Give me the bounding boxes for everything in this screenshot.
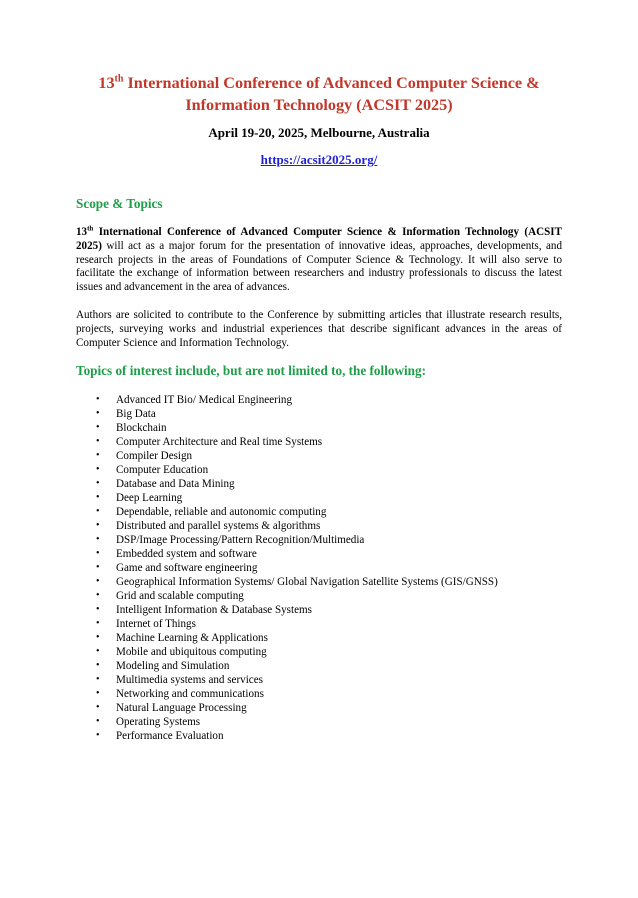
list-item — [96, 393, 562, 407]
list-item — [96, 407, 562, 421]
bullet-icon: • — [96, 408, 100, 420]
title-ordinal-suffix: th — [114, 73, 124, 85]
topic-label: Dependable, reliable and autonomic computing — [116, 506, 327, 519]
topic-label: Machine Learning & Applications — [116, 632, 268, 645]
topic-label: Deep Learning — [116, 492, 183, 505]
list-item — [96, 631, 562, 645]
bullet-icon: • — [96, 534, 100, 546]
scope-paragraph-2: Authors are solicited to contribute to the Conference by submitting articles that illustrate research results, projects, surveying works and industrial experiences that describe significant advances in the areas of Computer Science and Information Technology. — [76, 308, 562, 349]
bullet-icon: • — [96, 548, 100, 560]
list-item — [96, 449, 562, 463]
bullet-icon: • — [96, 562, 100, 574]
list-item — [96, 505, 562, 519]
bullet-icon: • — [96, 450, 100, 462]
list-item — [96, 575, 562, 589]
bullet-icon: • — [96, 590, 100, 602]
bullet-icon: • — [96, 478, 100, 490]
scope-p1-bold-text: International Conference of Advanced Computer Science & Information Technology (ACSIT 2025) — [76, 226, 562, 252]
bullet-icon: • — [96, 394, 100, 406]
bullet-icon: • — [96, 646, 100, 658]
topic-label: Big Data — [116, 408, 156, 421]
list-item — [96, 491, 562, 505]
topic-label: Advanced IT Bio/ Medical Engineering — [116, 394, 293, 407]
topic-label: Mobile and ubiquitous computing — [116, 646, 267, 659]
list-item — [96, 477, 562, 491]
topic-label: Game and software engineering — [116, 562, 258, 575]
url-line — [76, 152, 562, 168]
bullet-icon: • — [96, 674, 100, 686]
list-item — [96, 589, 562, 603]
list-item — [96, 617, 562, 631]
document-page — [0, 72, 638, 898]
bullet-icon: • — [96, 520, 100, 532]
list-item — [96, 463, 562, 477]
date-location: April 19-20, 2025, Melbourne, Australia — [208, 125, 430, 140]
bullet-icon: • — [96, 730, 100, 742]
bullet-icon: • — [96, 576, 100, 588]
topic-label: Internet of Things — [116, 618, 196, 631]
title-text: International Conference of Advanced Computer Science & Information Technology (ACSIT 2025) — [127, 74, 540, 114]
list-item — [96, 659, 562, 673]
conference-url-link[interactable]: https://acsit2025.org/ — [260, 152, 378, 167]
topics-heading: Topics of interest include, but are not limited to, the following: — [76, 363, 426, 379]
topic-label: DSP/Image Processing/Pattern Recognition/Multimedia — [116, 534, 365, 547]
bullet-icon: • — [96, 660, 100, 672]
list-item — [96, 673, 562, 687]
topics-list — [76, 393, 562, 743]
bullet-icon: • — [96, 702, 100, 714]
topic-label: Computer Architecture and Real time Systems — [116, 436, 323, 449]
topic-label: Computer Education — [116, 464, 209, 477]
topic-label: Compiler Design — [116, 450, 193, 463]
list-item — [96, 701, 562, 715]
scope-p1-text: will act as a major forum for the presentation of innovative ideas, approaches, developments, and research projects in the areas of Foundations of Computer Science & Technology. It will also serve to facilitate the exchange of information between researchers and industry professionals to discuss the latest issues and advancement in the area of advances. — [76, 239, 562, 294]
topic-label: Multimedia systems and services — [116, 674, 263, 687]
list-item — [96, 547, 562, 561]
title-ordinal: 13 — [98, 74, 115, 92]
bullet-icon: • — [96, 506, 100, 518]
scope-p1-ordinal: 13 — [76, 226, 88, 238]
bullet-icon: • — [96, 492, 100, 504]
topic-label: Operating Systems — [116, 716, 201, 729]
topic-label: Modeling and Simulation — [116, 660, 230, 673]
bullet-icon: • — [96, 604, 100, 616]
list-item — [96, 645, 562, 659]
list-item — [96, 421, 562, 435]
bullet-icon: • — [96, 436, 100, 448]
list-item — [96, 715, 562, 729]
topic-label: Intelligent Information & Database Systems — [116, 604, 312, 617]
topic-label: Geographical Information Systems/ Global Navigation Satellite Systems (GIS/GNSS) — [116, 576, 498, 589]
topic-label: Blockchain — [116, 422, 167, 435]
topic-label: Embedded system and software — [116, 548, 257, 561]
topic-label: Distributed and parallel systems & algorithms — [116, 520, 321, 533]
topic-label: Networking and communications — [116, 688, 264, 701]
list-item — [96, 533, 562, 547]
bullet-icon: • — [96, 464, 100, 476]
topic-label: Database and Data Mining — [116, 478, 235, 491]
scope-heading: Scope & Topics — [76, 196, 163, 211]
list-item — [96, 519, 562, 533]
bullet-icon: • — [96, 688, 100, 700]
list-item — [96, 603, 562, 617]
topic-label: Natural Language Processing — [116, 702, 247, 715]
page-title — [76, 72, 562, 116]
list-item — [96, 561, 562, 575]
bullet-icon: • — [96, 716, 100, 728]
bullet-icon: • — [96, 618, 100, 630]
bullet-icon: • — [96, 422, 100, 434]
bullet-icon: • — [96, 632, 100, 644]
topic-label: Performance Evaluation — [116, 730, 224, 743]
list-item — [96, 687, 562, 701]
scope-p1-suffix: th — [87, 224, 94, 233]
list-item — [96, 435, 562, 449]
topic-label: Grid and scalable computing — [116, 590, 244, 603]
list-item — [96, 729, 562, 743]
scope-paragraph-1 — [76, 226, 562, 295]
